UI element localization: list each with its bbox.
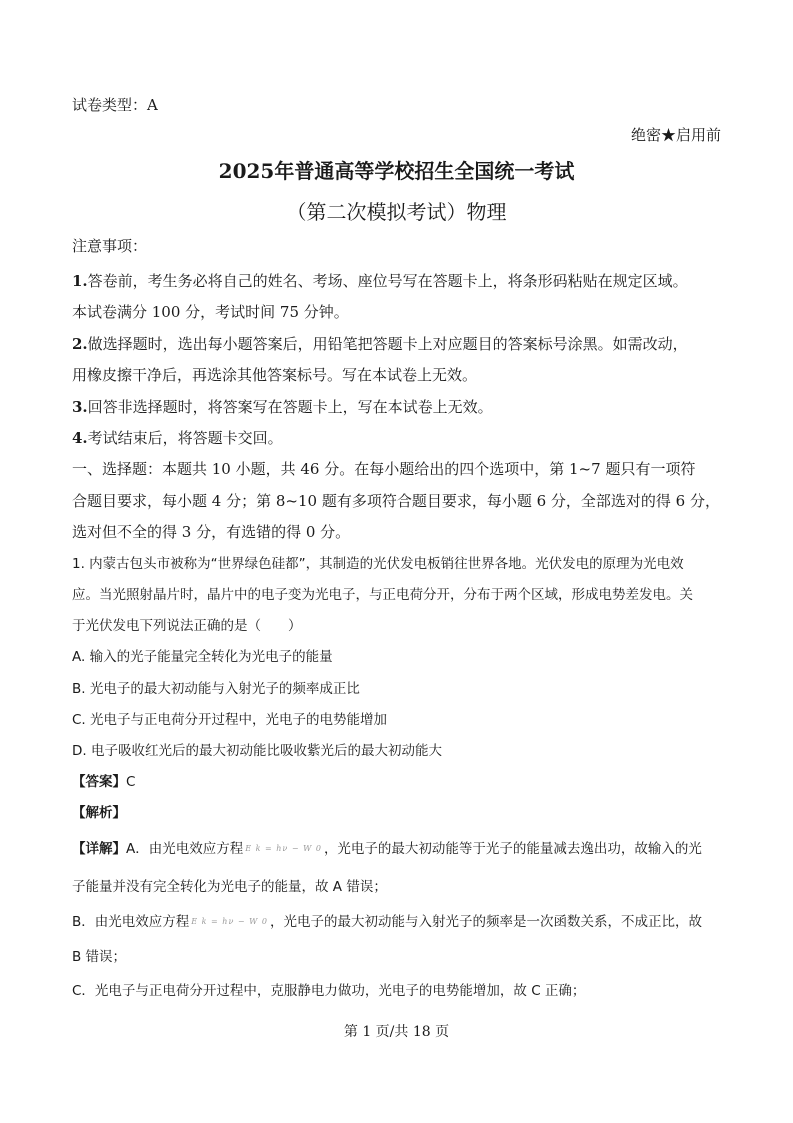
detail-a-prefix: A．由光电效应方程 [126,841,244,857]
detail-b-line-2: B 错误； [72,949,127,965]
question-1-stem-line-2: 应。当光照射晶片时，晶片中的电子变为光电子，与正电荷分开，分布于两个区域，形成电势差发电。关 [72,587,693,603]
detail-tag: 【详解】 [72,841,126,857]
analysis-tag [72,803,126,823]
photoelectric-equation-formula-2: E k = hν − W 0 [191,917,268,926]
question-1-stem-line-1: 1. 内蒙古包头市被称为“世界绿色硅都”，其制造的光伏发电板销往世界各地。光伏发电的原理为光电效 [72,556,684,572]
photoelectric-equation-formula: E k = hν − W 0 [245,844,322,853]
question-1-stem-line-3: 于光伏发电下列说法正确的是（ ） [72,618,302,634]
notice-item-3-number: 3. [72,398,88,416]
section-instructions-line-3: 选对但不全的得 3 分，有选错的得 0 分。 [72,523,351,541]
notice-item-4-text: 考试结束后，将答题卡交回。 [87,429,283,447]
notice-item-4-number: 4. [72,429,88,447]
notice-item-2-text: 做选择题时，选出每小题答案后，用铅笔把答题卡上对应题目的答案标号涂黑。如需改动， [87,335,688,353]
answer-line [72,772,135,792]
detail-b-prefix: B．由光电效应方程 [72,914,190,930]
notice-item-1-text: 答卷前，考生务必将自己的姓名、考场、座位号写在答题卡上，将条形码粘贴在规定区域。 [87,272,688,290]
confidential-label: 绝密★启用前 [630,126,721,144]
detail-b-line-1 [72,912,702,932]
notice-item-4 [72,428,283,448]
notice-item-2-number: 2. [72,335,88,353]
detail-c-line-1: C．光电子与正电荷分开过程中，克服静电力做功，光电子的电势能增加，故 C 正确； [72,983,586,999]
option-d: D. 电子吸收红光后的最大初动能比吸收紫光后的最大初动能大 [72,743,442,759]
notice-item-2 [72,334,688,354]
notice-heading: 注意事项： [72,237,148,255]
paper-type-label: 试卷类型：A [72,96,158,114]
option-a: A. 输入的光子能量完全转化为光电子的能量 [72,649,333,665]
detail-b-suffix: ，光电子的最大初动能与入射光子的频率是一次函数关系，不成正比，故 [269,914,702,930]
notice-item-1-continued: 本试卷满分 100 分，考试时间 75 分钟。 [72,303,349,321]
notice-item-1 [72,271,688,291]
page-title: 2025年普通高等学校招生全国统一考试 [218,159,575,183]
notice-item-3-text: 回答非选择题时，将答案写在答题卡上，写在本试卷上无效。 [87,398,493,416]
page-subtitle: （第二次模拟考试）物理 [286,200,507,224]
detail-a-line-1 [72,839,702,859]
option-c: C. 光电子与正电荷分开过程中，光电子的电势能增加 [72,712,388,728]
detail-a-line-2: 子能量并没有完全转化为光电子的能量，故 A 错误； [72,879,387,895]
detail-a-suffix: ，光电子的最大初动能等于光子的能量减去逸出功，故输入的光 [323,841,702,857]
answer-tag: 【答案】 [72,774,126,790]
answer-value: C [126,774,136,790]
option-b: B. 光电子的最大初动能与入射光子的频率成正比 [72,681,360,697]
notice-item-3 [72,397,493,417]
section-instructions-line-2: 合题目要求，每小题 4 分；第 8~10 题有多项符合题目要求，每小题 6 分，全部选对的得 6 分， [72,492,720,510]
notice-item-1-number: 1. [72,272,88,290]
analysis-tag-text: 【解析】 [72,805,126,821]
page-footer: 第 1 页/共 18 页 [343,1024,450,1040]
notice-item-2-continued: 用橡皮擦干净后，再选涂其他答案标号。写在本试卷上无效。 [72,366,478,384]
section-heading: 一、选择题：本题共 10 小题，共 46 分。在每小题给出的四个选项中，第 1~7 题只有一项符 [72,460,696,478]
